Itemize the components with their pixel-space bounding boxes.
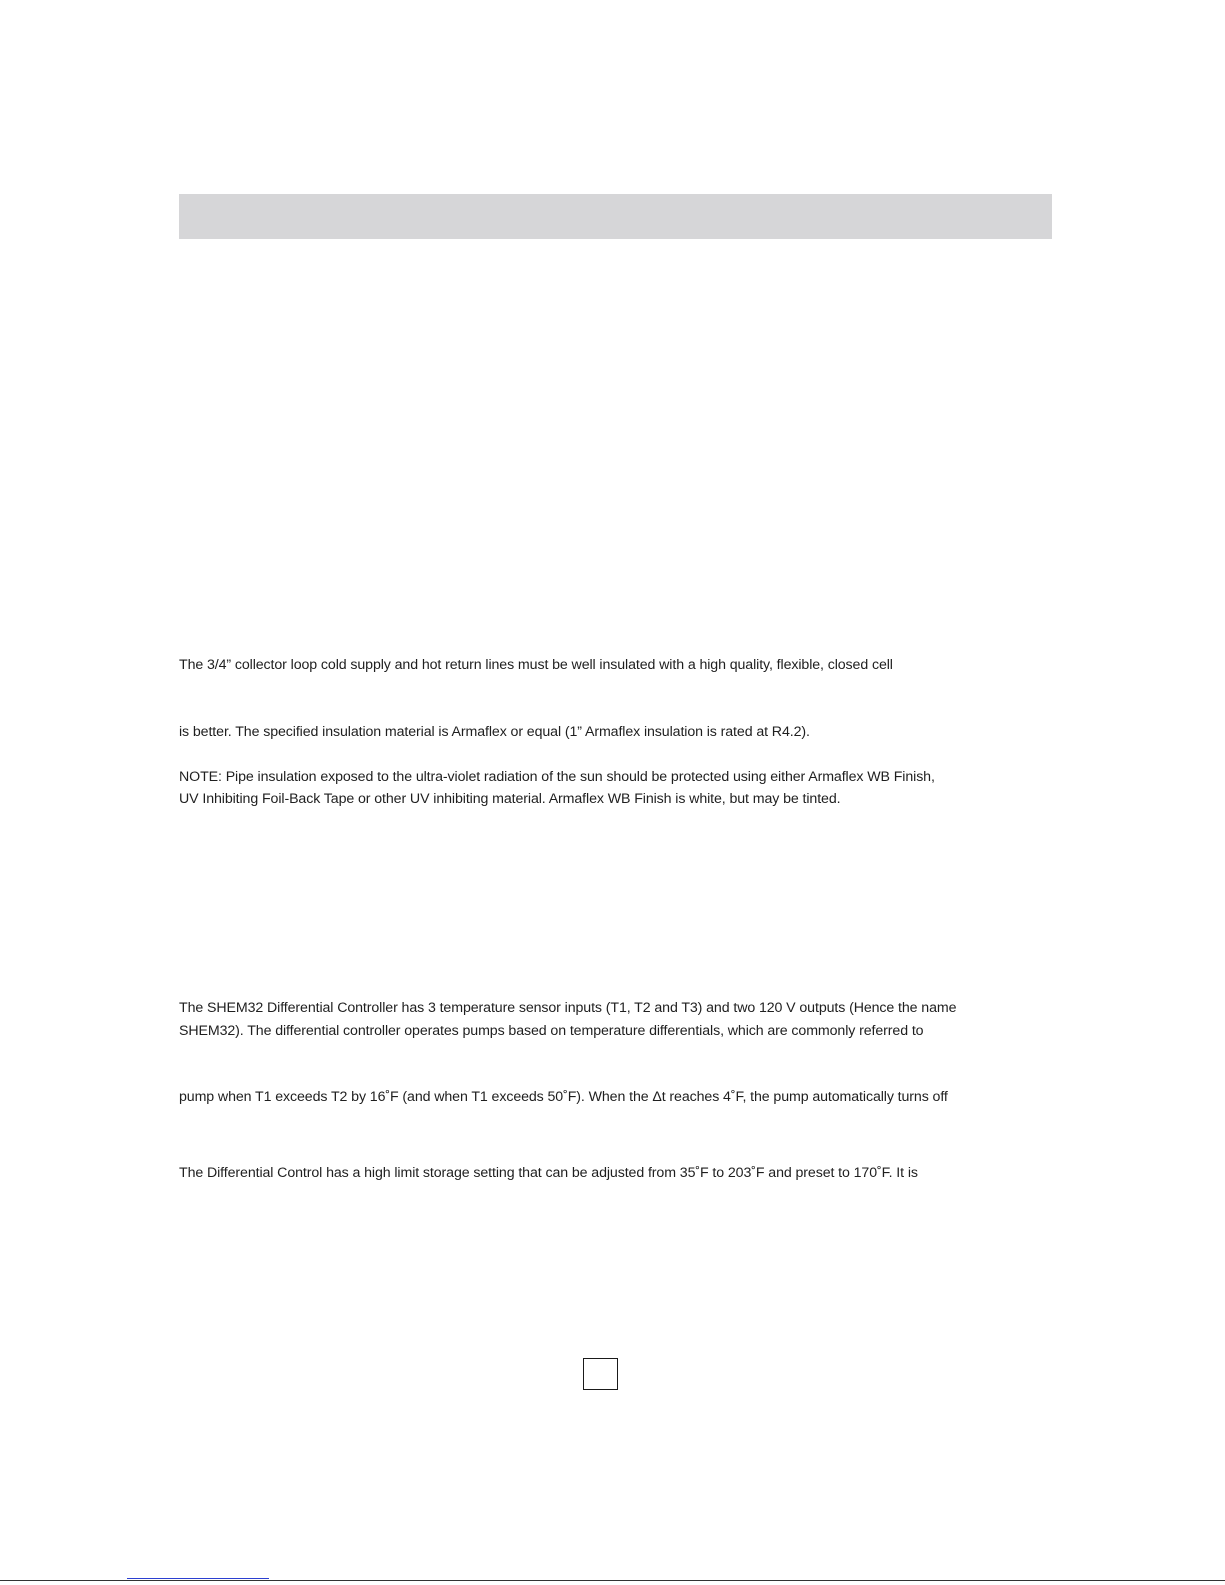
controller-paragraph-line-3: pump when T1 exceeds T2 by 16˚F (and when T1 exceeds 50˚F). When the Δt reaches 4˚F, the pump automatically turns off <box>179 1089 948 1105</box>
footer-link-underline <box>127 1578 269 1579</box>
insulation-paragraph-line-1: The 3/4” collector loop cold supply and hot return lines must be well insulated with a high quality, flexible, closed cell <box>179 657 893 673</box>
page-number-box <box>583 1358 618 1390</box>
section-header-band <box>179 194 1052 239</box>
controller-paragraph-line-1: The SHEM32 Differential Controller has 3 temperature sensor inputs (T1, T2 and T3) and two 120 V outputs (Hence the name <box>179 1000 957 1016</box>
insulation-paragraph-line-2: is better. The specified insulation material is Armaflex or equal (1” Armaflex insulation is rated at R4.2). <box>179 724 810 740</box>
controller-paragraph-line-2: SHEM32). The differential controller operates pumps based on temperature differentials, which are commonly referred to <box>179 1023 924 1039</box>
insulation-note-line-1: NOTE: Pipe insulation exposed to the ultra-violet radiation of the sun should be protected using either Armaflex WB Finish, <box>179 769 935 785</box>
page-bottom-border <box>0 1580 1225 1581</box>
controller-paragraph-line-4: The Differential Control has a high limit storage setting that can be adjusted from 35˚F to 203˚F and preset to 170˚F. It is <box>179 1165 918 1181</box>
insulation-note-line-2: UV Inhibiting Foil-Back Tape or other UV inhibiting material. Armaflex WB Finish is white, but may be tinted. <box>179 791 841 807</box>
